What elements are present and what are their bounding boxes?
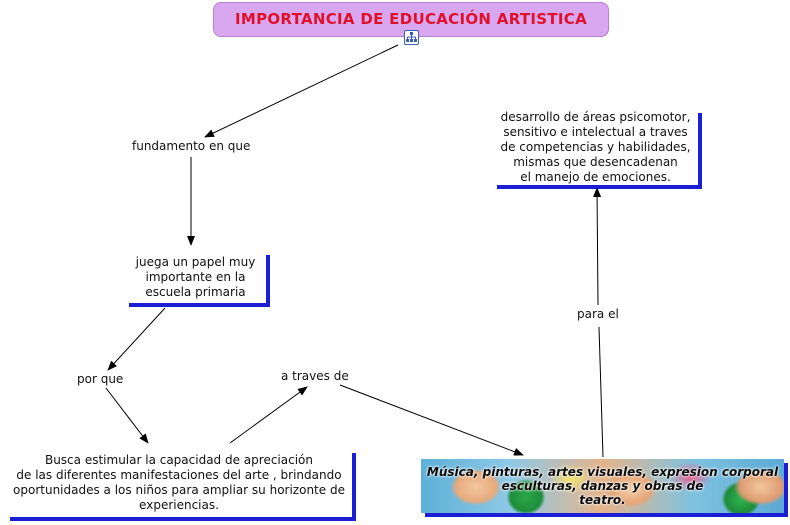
edge-musica-parael [599,327,603,457]
edge-title-fundamento [205,45,398,137]
concept-busca-estimular[interactable] [6,449,352,517]
link-a-traves-de[interactable]: a traves de [278,369,352,384]
edge-parael-desarrollo [597,188,598,305]
concept-busca-text: Busca estimular la capacidad de apreciación de las diferentes manifestaciones del arte , brindando oportunidades a los niños para ampliar su horizonte de experiencias. [13,453,345,512]
edge-porque-busca [106,388,148,443]
concept-musica-text: Música, pinturas, artes visuales, expresion corporal esculturas, danzas y obras de teatro. [426,465,779,507]
concept-papel-text: juega un papel muy importante en la escuela primaria [135,254,256,299]
link-para-el[interactable]: para el [574,307,622,322]
concept-desarrollo-text: desarrollo de áreas psicomotor, sensitivo e intelectual a traves de competencias y habilidades, mismas que desencadenan el manejo de emociones. [500,109,691,184]
hierarchy-icon[interactable] [404,30,419,45]
hierarchy-icon-glyph [405,31,418,44]
link-fundamento-en-que[interactable]: fundamento en que [129,139,253,154]
concept-desarrollo-areas[interactable] [493,109,698,185]
main-topic-text: IMPORTANCIA DE EDUCACIÓN ARTISTICA [234,10,588,28]
concept-musica-artes[interactable] [421,459,784,513]
link-por-que[interactable]: por que [74,372,126,387]
edge-papel-porque [108,308,165,370]
concept-papel-escuela[interactable] [125,251,266,303]
edge-busca-atraves [230,387,307,443]
edge-atraves-musica [340,385,523,455]
